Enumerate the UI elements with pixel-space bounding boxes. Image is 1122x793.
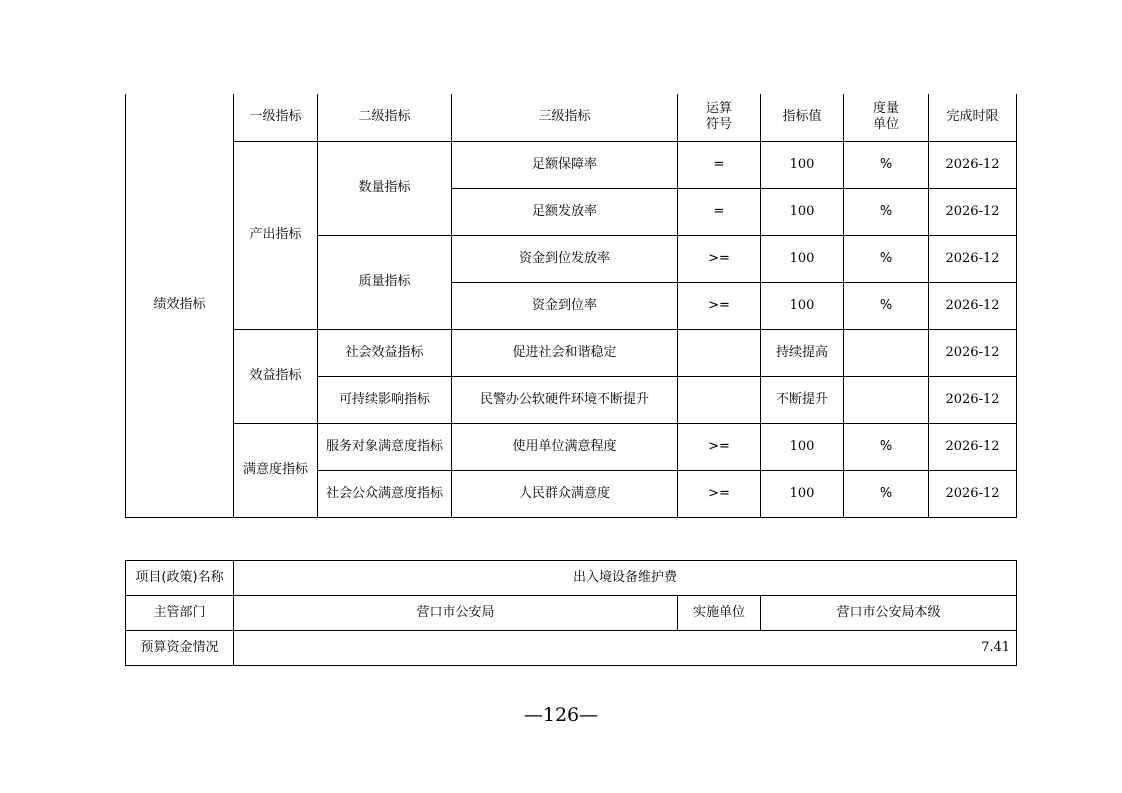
project-name-value: 出入境设备维护费	[234, 561, 1017, 596]
value-cell: 持续提高	[761, 329, 844, 376]
unit-cell: %	[844, 235, 929, 282]
table-row	[126, 423, 1017, 470]
department-row	[126, 596, 1017, 631]
page-number: —126—	[523, 704, 599, 726]
deadline-cell: 2026-12	[929, 188, 1017, 235]
project-name-label: 项目(政策)名称	[126, 561, 234, 596]
operator-cell: =	[678, 188, 761, 235]
level3-cell: 人民群众满意度	[452, 470, 678, 517]
performance-table	[125, 94, 1017, 518]
operator-cell: >=	[678, 470, 761, 517]
operator-cell: >=	[678, 235, 761, 282]
unit-cell: %	[844, 282, 929, 329]
level2-cell: 可持续影响指标	[318, 376, 452, 423]
header-row	[126, 94, 1017, 141]
value-cell: 100	[761, 235, 844, 282]
level3-cell: 足额发放率	[452, 188, 678, 235]
level2-cell: 服务对象满意度指标	[318, 423, 452, 470]
level2-cell: 社会效益指标	[318, 329, 452, 376]
unit-cell: %	[844, 470, 929, 517]
level2-cell: 数量指标	[318, 141, 452, 235]
value-cell: 不断提升	[761, 376, 844, 423]
level3-cell: 促进社会和谐稳定	[452, 329, 678, 376]
category-cell: 绩效指标	[126, 94, 234, 517]
unit-cell: %	[844, 423, 929, 470]
level3-cell: 使用单位满意程度	[452, 423, 678, 470]
project-info-table	[125, 560, 1017, 666]
operator-cell	[678, 329, 761, 376]
unit-cell	[844, 329, 929, 376]
level1-cell: 产出指标	[234, 141, 318, 329]
unit-cell: %	[844, 188, 929, 235]
budget-label: 预算资金情况	[126, 631, 234, 666]
level3-cell: 资金到位率	[452, 282, 678, 329]
impl-value: 营口市公安局本级	[761, 596, 1017, 631]
level3-cell: 资金到位发放率	[452, 235, 678, 282]
header-level1: 一级指标	[234, 94, 318, 141]
budget-row	[126, 631, 1017, 666]
header-value: 指标值	[761, 94, 844, 141]
operator-cell: =	[678, 141, 761, 188]
deadline-cell: 2026-12	[929, 423, 1017, 470]
header-level3: 三级指标	[452, 94, 678, 141]
level1-cell: 效益指标	[234, 329, 318, 423]
operator-cell: >=	[678, 423, 761, 470]
table-row	[126, 329, 1017, 376]
header-operator: 运算 符号	[678, 94, 761, 141]
header-unit: 度量 单位	[844, 94, 929, 141]
unit-cell	[844, 376, 929, 423]
level2-cell: 质量指标	[318, 235, 452, 329]
table-row	[126, 141, 1017, 188]
operator-cell	[678, 376, 761, 423]
value-cell: 100	[761, 141, 844, 188]
deadline-cell: 2026-12	[929, 141, 1017, 188]
deadline-cell: 2026-12	[929, 470, 1017, 517]
value-cell: 100	[761, 423, 844, 470]
dept-label: 主管部门	[126, 596, 234, 631]
value-cell: 100	[761, 188, 844, 235]
value-cell: 100	[761, 470, 844, 517]
project-name-row	[126, 561, 1017, 596]
deadline-cell: 2026-12	[929, 329, 1017, 376]
dept-value: 营口市公安局	[234, 596, 678, 631]
deadline-cell: 2026-12	[929, 282, 1017, 329]
operator-cell: >=	[678, 282, 761, 329]
value-cell: 100	[761, 282, 844, 329]
level2-cell: 社会公众满意度指标	[318, 470, 452, 517]
level3-cell: 民警办公软硬件环境不断提升	[452, 376, 678, 423]
level1-cell: 满意度指标	[234, 423, 318, 517]
level3-cell: 足额保障率	[452, 141, 678, 188]
deadline-cell: 2026-12	[929, 235, 1017, 282]
header-level2: 二级指标	[318, 94, 452, 141]
header-deadline: 完成时限	[929, 94, 1017, 141]
unit-cell: %	[844, 141, 929, 188]
budget-value: 7.41	[234, 631, 1017, 666]
impl-label: 实施单位	[678, 596, 761, 631]
deadline-cell: 2026-12	[929, 376, 1017, 423]
